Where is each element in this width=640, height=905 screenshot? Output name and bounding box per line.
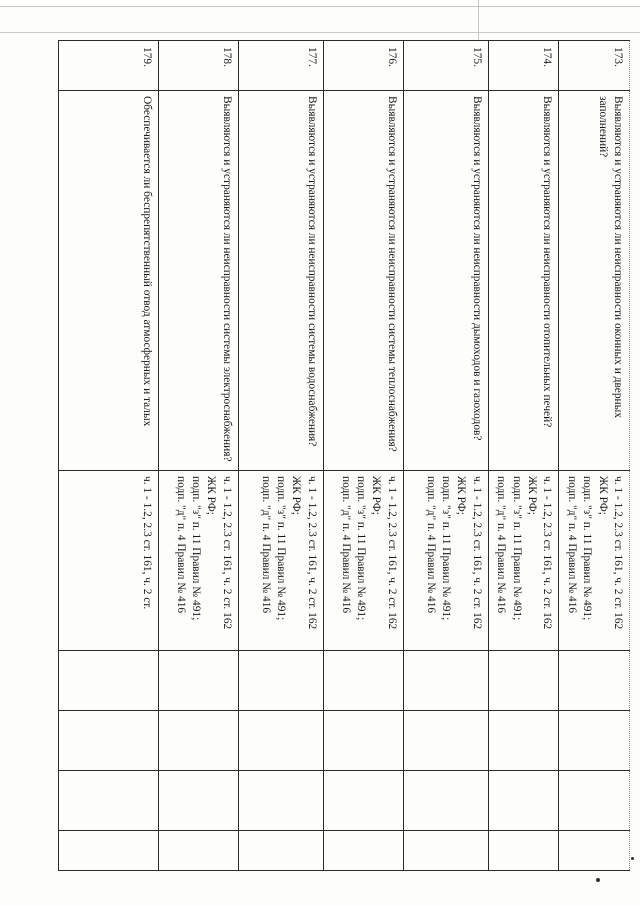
answer-yes-cell[interactable] [58, 651, 158, 711]
answer-yes-cell[interactable] [488, 651, 559, 711]
answer-no-cell[interactable] [58, 711, 158, 771]
note-cell[interactable] [158, 831, 238, 871]
question-cell: Выявляются и устраняются ли неисправности системы теплоснабжения? [323, 91, 403, 471]
answer-no-cell[interactable] [559, 711, 630, 771]
table-row [559, 41, 630, 871]
scan-speck [631, 857, 634, 860]
table-row [58, 41, 158, 871]
answer-na-cell[interactable] [238, 771, 323, 831]
question-cell: Выявляются и устраняются ли неисправности системы электроснабжения? [158, 91, 238, 471]
question-cell: Выявляются и устраняются ли неисправности дымоходов и газоходов? [403, 91, 488, 471]
scan-speck [596, 878, 600, 882]
row-number: 177. [238, 41, 323, 91]
answer-na-cell[interactable] [58, 771, 158, 831]
row-number: 176. [323, 41, 403, 91]
answer-no-cell[interactable] [238, 711, 323, 771]
answer-no-cell[interactable] [488, 711, 559, 771]
table-row [158, 41, 238, 871]
table-row [488, 41, 559, 871]
note-cell[interactable] [559, 831, 630, 871]
table-row [238, 41, 323, 871]
legal-reference-cell: ч. 1 - 1.2, 2.3 ст. 161, ч. 2 ст. [58, 471, 158, 651]
answer-no-cell[interactable] [323, 711, 403, 771]
answer-yes-cell[interactable] [559, 651, 630, 711]
row-number: 173. [559, 41, 630, 91]
checklist-table [58, 40, 630, 871]
answer-yes-cell[interactable] [403, 651, 488, 711]
row-number: 175. [403, 41, 488, 91]
note-cell[interactable] [58, 831, 158, 871]
answer-na-cell[interactable] [158, 771, 238, 831]
rotated-checklist-sheet [70, 40, 630, 870]
table-row [403, 41, 488, 871]
answer-yes-cell[interactable] [238, 651, 323, 711]
note-cell[interactable] [323, 831, 403, 871]
scan-edge-line [0, 6, 640, 7]
legal-reference-cell: ч. 1 - 1.2, 2.3 ст. 161, ч. 2 ст. 162 ЖК РФ; подп. "з" п. 11 Правил № 491; подп. "д" п. 4 Правил № 416 [488, 471, 559, 651]
answer-na-cell[interactable] [559, 771, 630, 831]
row-number: 179. [58, 41, 158, 91]
answer-na-cell[interactable] [488, 771, 559, 831]
note-cell[interactable] [403, 831, 488, 871]
table-row [323, 41, 403, 871]
question-cell: Обеспечивается ли беспрепятственный отвод атмосферных и талых [58, 91, 158, 471]
question-cell: Выявляются и устраняются ли неисправности оконных и дверных заполнений? [559, 91, 630, 471]
answer-na-cell[interactable] [323, 771, 403, 831]
row-number: 174. [488, 41, 559, 91]
answer-no-cell[interactable] [403, 711, 488, 771]
row-number: 178. [158, 41, 238, 91]
answer-no-cell[interactable] [158, 711, 238, 771]
answer-na-cell[interactable] [403, 771, 488, 831]
note-cell[interactable] [488, 831, 559, 871]
legal-reference-cell: ч. 1 - 1.2, 2.3 ст. 161, ч. 2 ст. 162 ЖК РФ; подп. "з" п. 11 Правил № 491; подп. "д" п. 4 Правил № 416 [403, 471, 488, 651]
question-cell: Выявляются и устраняются ли неисправности системы водоснабжения? [238, 91, 323, 471]
answer-yes-cell[interactable] [323, 651, 403, 711]
legal-reference-cell: ч. 1 - 1.2, 2.3 ст. 161, ч. 2 ст. 162 ЖК РФ; подп. "з" п. 11 Правил № 491; подп. "д" п. 4 Правил № 416 [559, 471, 630, 651]
checklist-rows [58, 41, 629, 871]
legal-reference-cell: ч. 1 - 1.2, 2.3 ст. 161, ч. 2 ст. 162 ЖК РФ; подп. "з" п. 11 Правил № 491; подп. "д" п. 4 Правил № 416 [158, 471, 238, 651]
note-cell[interactable] [238, 831, 323, 871]
scan-edge-line [0, 32, 640, 33]
answer-yes-cell[interactable] [158, 651, 238, 711]
legal-reference-cell: ч. 1 - 1.2, 2.3 ст. 161, ч. 2 ст. 162 ЖК РФ; подп. "з" п. 11 Правил № 491; подп. "д" п. 4 Правил № 416 [238, 471, 323, 651]
legal-reference-cell: ч. 1 - 1.2, 2.3 ст. 161, ч. 2 ст. 162 ЖК РФ; подп. "з" п. 11 Правил № 491; подп. "д" п. 4 Правил № 416 [323, 471, 403, 651]
question-cell: Выявляются и устраняются ли неисправности отопительных печей? [488, 91, 559, 471]
scan-edge-line [478, 0, 479, 40]
